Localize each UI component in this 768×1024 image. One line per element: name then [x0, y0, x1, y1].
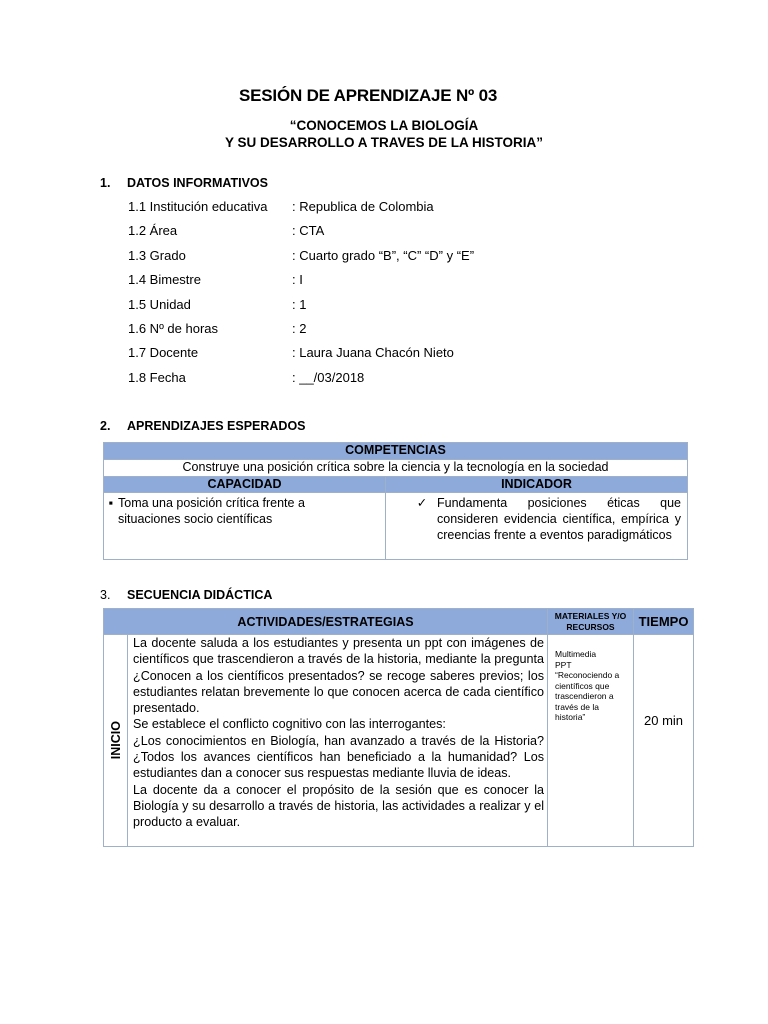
activity-paragraph: La docente da a conocer el propósito de la sesión que es conocer la Biología y su desarrollo a través de historia, las actividades a realizar y el producto a evaluar.: [133, 782, 545, 830]
materiales-cell: [548, 635, 634, 847]
info-row: [128, 345, 578, 362]
info-row: [128, 199, 578, 216]
info-key: 1.2 Área: [128, 223, 178, 238]
info-key: 1.1 Institución educativa: [128, 199, 268, 214]
info-value: : 1: [292, 297, 307, 312]
info-key: 1.5 Unidad: [128, 297, 191, 312]
indicador-header: INDICADOR: [386, 477, 688, 493]
info-value: : __/03/2018: [292, 370, 365, 385]
section-number: 3.: [100, 588, 111, 602]
section-3-heading: [100, 588, 400, 604]
checkmark-icon: ✓: [416, 496, 428, 510]
phase-cell: [104, 635, 128, 847]
info-value: : Republica de Colombia: [292, 199, 434, 214]
info-key: 1.4 Bimestre: [128, 272, 201, 287]
info-value: : CTA: [292, 223, 325, 238]
info-value: : Cuarto grado “B”, “C” “D” y “E”: [292, 248, 475, 263]
section-label: APRENDIZAJES ESPERADOS: [127, 419, 306, 433]
square-bullet-icon: ▪: [108, 496, 114, 510]
aprendizajes-table: [103, 442, 688, 560]
material-item: Multimedia: [555, 649, 597, 659]
materiales-header: MATERIALES Y/O RECURSOS: [548, 609, 634, 635]
activity-paragraph: La docente saluda a los estudiantes y presenta un ppt con imágenes de científicos que trascendieron a través de la historia, mediante la pregunta ¿Conocen a los científicos presentados? se recoge saberes previos; los estudiantes relatan brevemente lo que conocen acerca de cada científico presentado.: [133, 636, 545, 716]
info-key: 1.3 Grado: [128, 248, 186, 263]
section-2-heading: [100, 419, 400, 435]
activity-paragraph: ¿Los conocimientos en Biología, han avanzado a través de la Historia?¿Todos los avances científicos han beneficiado a la humanidad? Los estudiantes dan a conocer sus respuestas mediante lluvia de ideas.: [133, 733, 545, 781]
info-key: 1.7 Docente: [128, 345, 199, 360]
actividades-cell: [128, 635, 548, 847]
info-key: 1.6 Nº de horas: [128, 321, 219, 336]
indicador-cell: [386, 493, 688, 560]
section-number: 2.: [100, 419, 111, 433]
info-key: 1.8 Fecha: [128, 370, 186, 385]
indicador-text: Fundamenta posiciones éticas que consideren evidencia científica, empírica y creencias frente a eventos paradigmáticos: [437, 496, 681, 542]
info-row: [128, 223, 578, 240]
info-value: : Laura Juana Chacón Nieto: [292, 345, 454, 360]
capacidad-text: Toma una posición crítica frente a situaciones socio científicas: [118, 496, 305, 526]
section-label: DATOS INFORMATIVOS: [127, 176, 268, 190]
tiempo-value: 20 min: [644, 713, 684, 728]
tiempo-header: TIEMPO: [634, 609, 694, 635]
info-row: [128, 297, 578, 314]
subtitle-line-2: Y SU DESARROLLO A TRAVES DE LA HISTORIA”: [224, 135, 544, 150]
info-row: [128, 248, 578, 265]
section-1-heading: [100, 176, 400, 192]
activity-paragraph: Se establece el conflicto cognitivo con las interrogantes:: [133, 717, 446, 732]
section-number: 1.: [100, 176, 111, 190]
capacidad-cell: [104, 493, 386, 560]
competencia-text: Construye una posición crítica sobre la ciencia y la tecnología en la sociedad: [104, 460, 688, 477]
competencias-header: COMPETENCIAS: [104, 443, 688, 460]
document-title: SESIÓN DE APRENDIZAJE Nº 03: [239, 86, 498, 105]
info-row: [128, 321, 578, 338]
actividades-header: ACTIVIDADES/ESTRATEGIAS: [104, 609, 548, 635]
info-row: [128, 272, 578, 289]
info-value: : I: [292, 272, 303, 287]
subtitle-line-1: “CONOCEMOS LA BIOLOGÍA: [289, 118, 479, 133]
phase-label: INICIO: [108, 721, 123, 760]
capacidad-header: CAPACIDAD: [104, 477, 386, 493]
info-value: : 2: [292, 321, 307, 336]
info-row: [128, 370, 578, 387]
secuencia-table: [103, 608, 694, 847]
tiempo-cell: [634, 635, 694, 847]
material-item: PPT: [555, 659, 572, 670]
section-label: SECUENCIA DIDÁCTICA: [127, 588, 273, 602]
material-item: “Reconociendo a científicos que trascendieron a través de la historia”: [555, 670, 620, 722]
